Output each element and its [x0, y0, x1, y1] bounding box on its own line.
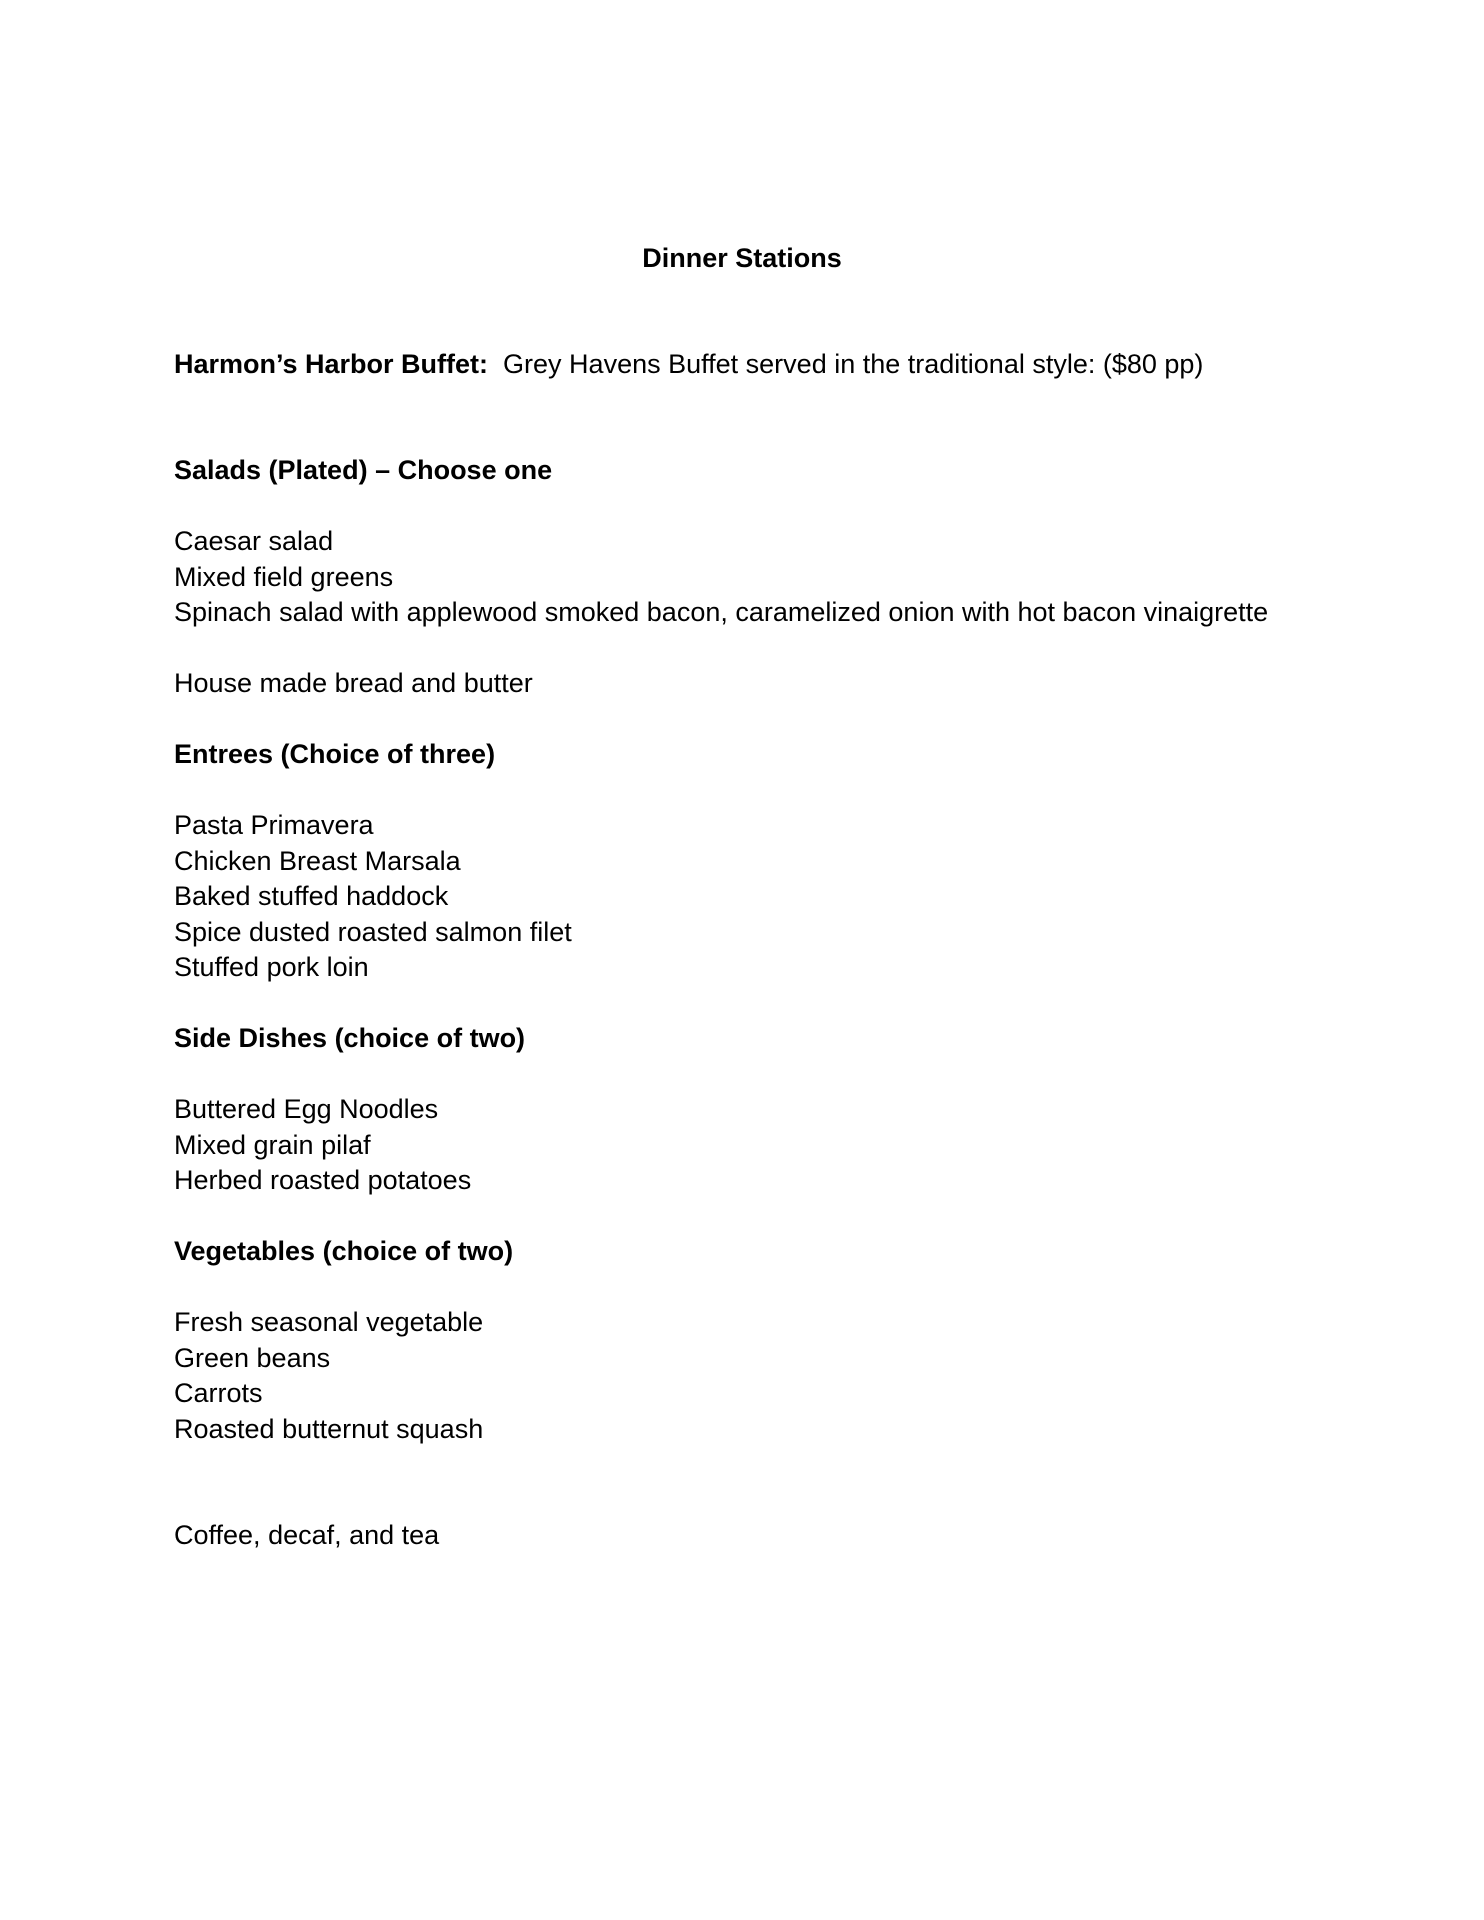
entree-item: Stuffed pork loin [174, 952, 369, 982]
page-title: Dinner Stations [642, 243, 842, 273]
beverages-line: Coffee, decaf, and tea [174, 1520, 440, 1550]
salad-item: Caesar salad [174, 526, 334, 556]
vegetable-item: Carrots [174, 1378, 263, 1408]
intro-label: Harmon’s Harbor Buffet: [174, 349, 489, 379]
vegetable-item: Fresh seasonal vegetable [174, 1307, 484, 1337]
entrees-heading: Entrees (Choice of three) [174, 739, 496, 769]
vegetable-item: Roasted butternut squash [174, 1414, 484, 1444]
sides-heading: Side Dishes (choice of two) [174, 1023, 526, 1053]
side-item: Herbed roasted potatoes [174, 1165, 472, 1195]
vegetables-heading: Vegetables (choice of two) [174, 1236, 514, 1266]
salad-item: Spinach salad with applewood smoked bacon, caramelized onion with hot bacon vinaigrette [174, 597, 1269, 627]
vegetable-item: Green beans [174, 1343, 331, 1373]
bread-line: House made bread and butter [174, 668, 533, 698]
entree-item: Spice dusted roasted salmon filet [174, 917, 572, 947]
salad-item: Mixed field greens [174, 562, 394, 592]
salads-heading: Salads (Plated) – Choose one [174, 455, 553, 485]
entree-item: Chicken Breast Marsala [174, 846, 461, 876]
side-item: Mixed grain pilaf [174, 1130, 371, 1160]
intro-line [174, 346, 1203, 382]
intro-text: Grey Havens Buffet served in the traditional style: ($80 pp) [503, 349, 1204, 379]
side-item: Buttered Egg Noodles [174, 1094, 439, 1124]
entree-item: Baked stuffed haddock [174, 881, 449, 911]
entree-item: Pasta Primavera [174, 810, 374, 840]
